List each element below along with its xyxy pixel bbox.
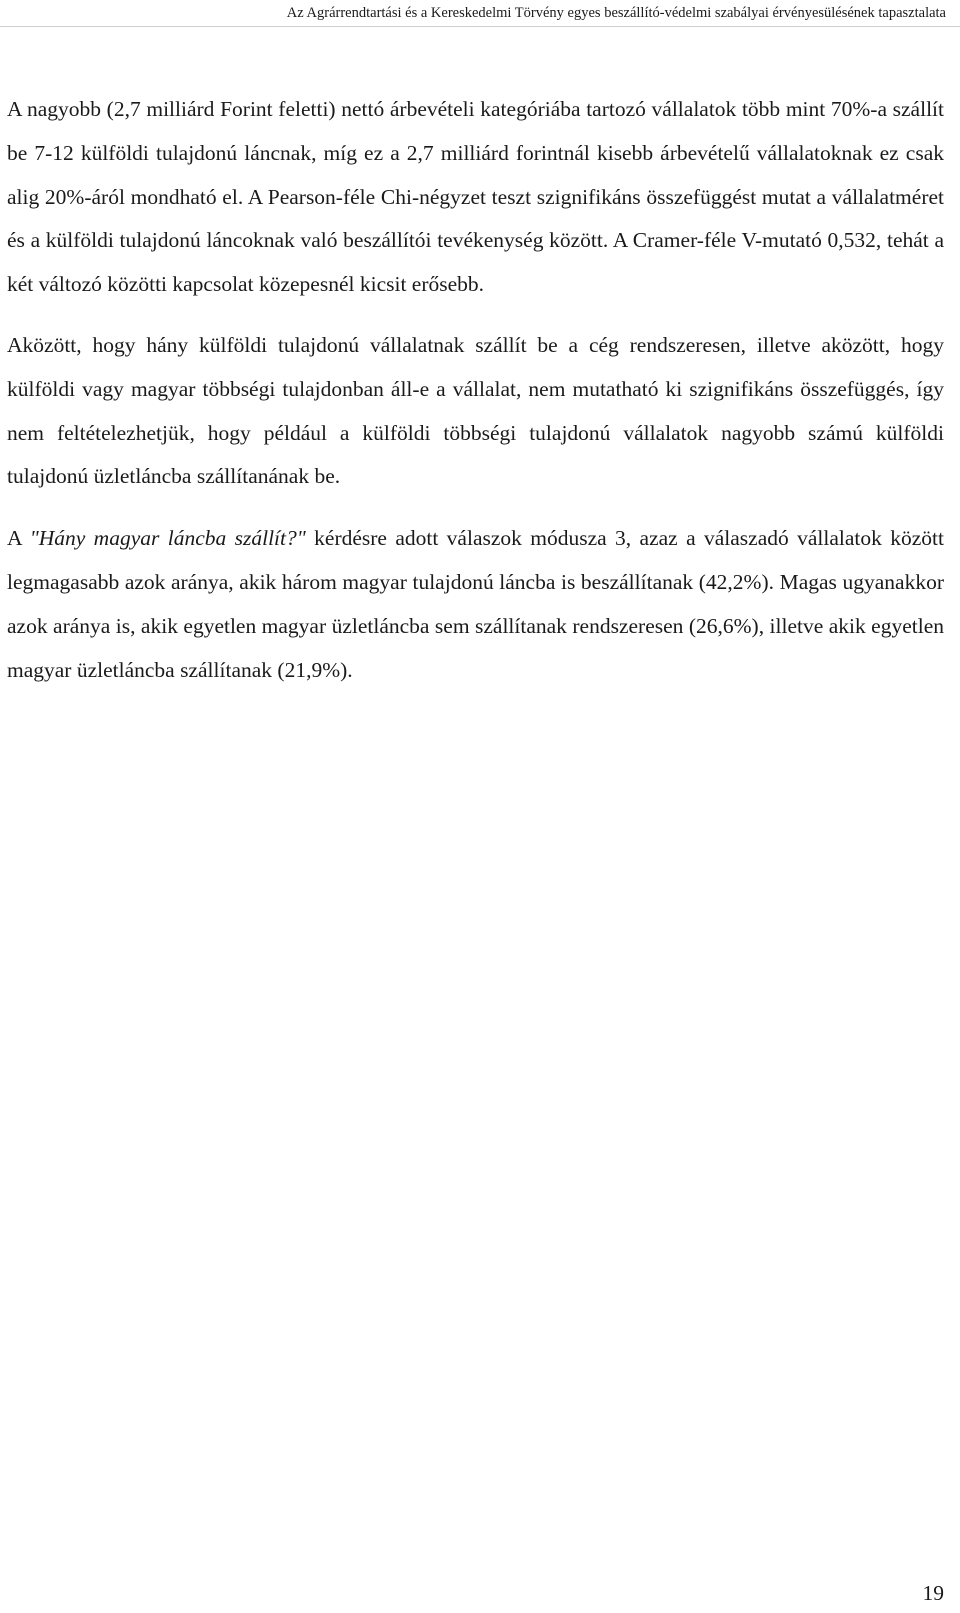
header-divider <box>0 26 960 27</box>
paragraph-foreign-ownership: Aközött, hogy hány külföldi tulajdonú vállalatnak szállít be a cég rendszeresen, illetve aközött, hogy külföldi vagy magyar többségi tulajdonban áll-e a vállalat, nem mutatható ki szignifikáns összefüggés, így nem feltételezhetjük, hogy például a külföldi többségi tulajdonú vállalatok nagyobb számú külföldi tulajdonú üzletláncba szállítanának be. <box>7 332 944 489</box>
paragraph-company-size: A nagyobb (2,7 milliárd Forint feletti) nettó árbevételi kategóriába tartozó vállalatok több mint 70%-a szállít be 7-12 külföldi tulajdonú láncnak, míg ez a 2,7 milliárd forintnál kisebb árbevételű vállalatoknak ez csak alig 20%-áról mondható el. A Pearson-féle Chi-négyzet teszt szignifikáns összefüggést mutat a vállalatméret és a külföldi tulajdonú láncoknak való beszállítói tevékenység között. A Cramer-féle V-mutató 0,532, tehát a két változó közötti kapcsolat közepesnél kicsit erősebb. <box>7 97 944 297</box>
paragraph-lead: A <box>7 526 30 551</box>
page-number: 19 <box>922 1581 944 1605</box>
body-text <box>7 88 944 692</box>
paragraph-rest: kérdésre adott válaszok módusza 3, azaz a válaszadó vállalatok között legmagasabb azok aránya, akik három magyar tulajdonú láncba is beszállítanak (42,2%). Magas ugyanakkor azok aránya is, akik egyetlen magyar üzletláncba sem szállítanak rendszeresen (26,6%), illetve akik egyetlen magyar üzletláncba szállítanak (21,9%). <box>7 526 945 682</box>
survey-question: "Hány magyar láncba szállít?" <box>29 526 306 551</box>
running-header: Az Agrárrendtartási és a Kereskedelmi Törvény egyes beszállító-védelmi szabályai érvényesülésének tapasztalata <box>286 5 946 21</box>
paragraph-hungarian-chains <box>7 517 944 692</box>
